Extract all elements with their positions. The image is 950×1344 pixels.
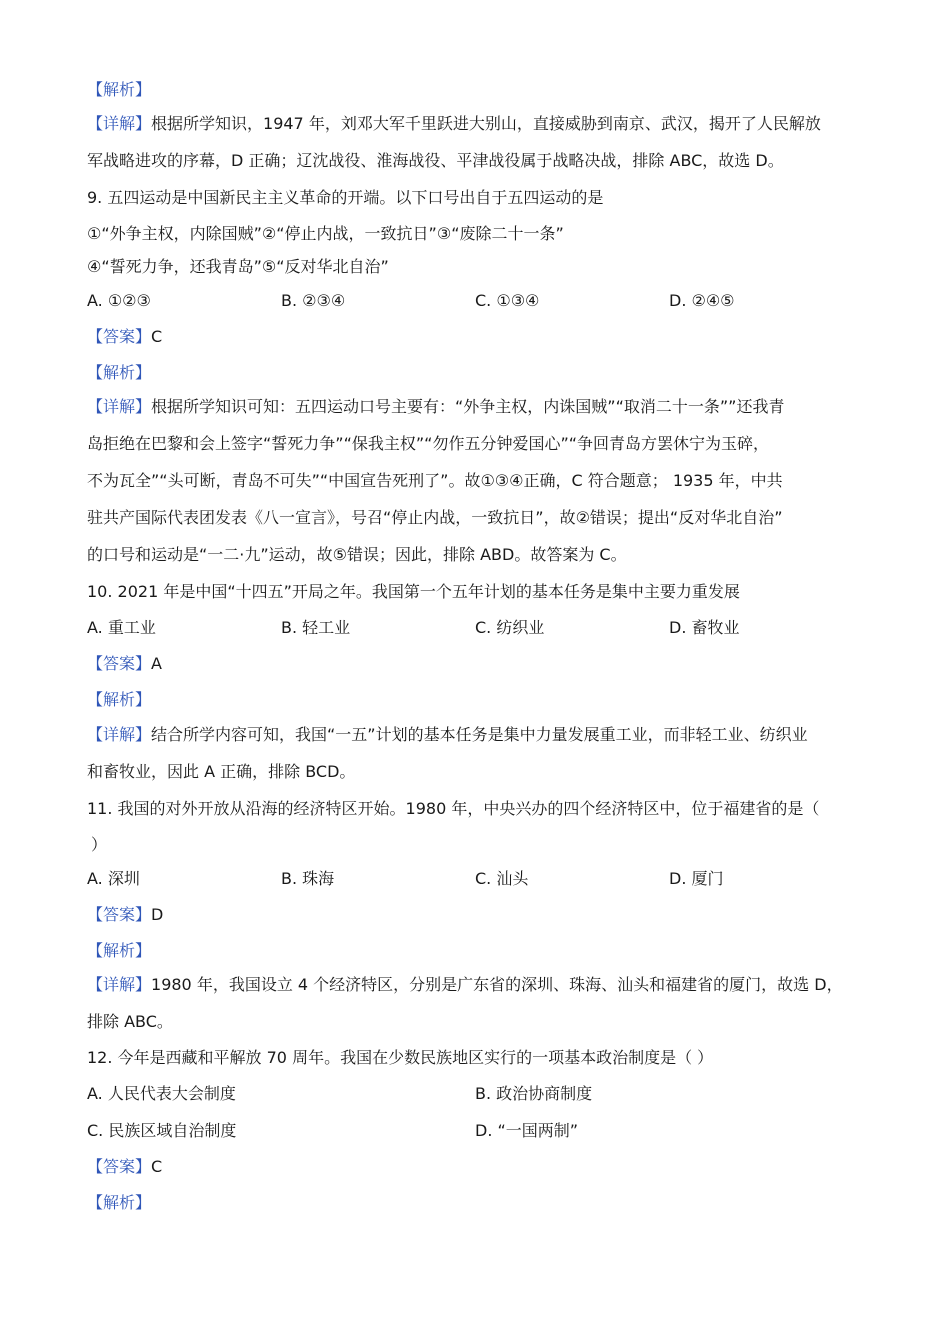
detail-label: 【详解】: [87, 975, 152, 994]
detail-text: 不为瓦全”“头可断，青岛不可失”“中国宣告死刑了”。故①③④正确，C 符合题意； 1935 年，中共: [87, 471, 783, 490]
option-d: D. 畜牧业: [669, 618, 740, 637]
detail-text: 岛拒绝在巴黎和会上签字“誓死力争”“保我主权”“勿作五分钟爱国心”“争回青岛方罢休宁为玉碎，: [87, 434, 770, 453]
question-9-items: ①“外争主权，内除国贼”②“停止内战，一致抗日”③“废除二十一条”: [87, 224, 564, 243]
option-c: C. 民族区域自治制度: [87, 1121, 237, 1140]
option-b: B. ②③④: [281, 291, 346, 310]
question-9-items: ④“誓死力争，还我青岛”⑤“反对华北自治”: [87, 257, 389, 276]
option-b: B. 政治协商制度: [475, 1084, 593, 1103]
analysis-label: 【解析】: [87, 363, 152, 382]
answer-line: [87, 326, 877, 348]
detail-paragraph-line: [87, 974, 877, 996]
option-d: D. “一国两制”: [475, 1121, 579, 1140]
detail-text: 和畜牧业，因此 A 正确，排除 BCD。: [87, 762, 356, 781]
question-11-stem: ）: [91, 835, 108, 854]
detail-text: 驻共产国际代表团发表《八一宣言》，号召“停止内战，一致抗日”，故②错误；提出“反对华北自治”: [87, 508, 783, 527]
answer-line: [87, 904, 877, 926]
option-b: B. 轻工业: [281, 618, 351, 637]
detail-label: 【详解】: [87, 725, 152, 744]
detail-text: 排除 ABC。: [87, 1012, 173, 1031]
answer-value: D: [151, 905, 164, 924]
answer-value: A: [151, 654, 162, 673]
answer-line: [87, 1156, 877, 1178]
option-a: A. 重工业: [87, 618, 156, 637]
detail-text: 结合所学内容可知，我国“一五”计划的基本任务是集中力量发展重工业，而非轻工业、纺织业: [151, 725, 808, 744]
option-c: C. 纺织业: [475, 618, 545, 637]
answer-label: 【答案】: [87, 905, 152, 924]
analysis-label: 【解析】: [87, 690, 152, 709]
option-a: A. 深圳: [87, 869, 140, 888]
analysis-label: 【解析】: [87, 1193, 152, 1212]
question-12-stem: 12. 今年是西藏和平解放 70 周年。我国在少数民族地区实行的一项基本政治制度是（ ）: [87, 1048, 714, 1067]
answer-value: C: [151, 1157, 163, 1176]
answer-label: 【答案】: [87, 654, 152, 673]
question-9-stem: 9. 五四运动是中国新民主主义革命的开端。以下口号出自于五四运动的是: [87, 188, 604, 207]
option-d: D. ②④⑤: [669, 291, 735, 310]
option-c: C. ①③④: [475, 291, 540, 310]
question-11-stem: 11. 我国的对外开放从沿海的经济特区开始。1980 年，中央兴办的四个经济特区中，位于福建省的是（: [87, 799, 820, 818]
option-d: D. 厦门: [669, 869, 724, 888]
detail-paragraph-line: [87, 396, 877, 418]
answer-label: 【答案】: [87, 1157, 152, 1176]
detail-text: 根据所学知识，1947 年，刘邓大军千里跃进大别山，直接威胁到南京、武汉，揭开了人民解放: [151, 114, 821, 133]
answer-value: C: [151, 327, 163, 346]
answer-line: [87, 653, 877, 675]
option-c: C. 汕头: [475, 869, 529, 888]
detail-text: 军战略进攻的序幕，D 正确；辽沈战役、淮海战役、平津战役属于战略决战，排除 ABC，故选 D。: [87, 151, 784, 170]
detail-label: 【详解】: [87, 114, 152, 133]
option-b: B. 珠海: [281, 869, 335, 888]
analysis-label: 【解析】: [87, 80, 152, 99]
answer-label: 【答案】: [87, 327, 152, 346]
detail-paragraph-line: [87, 724, 877, 746]
detail-text: 的口号和运动是“一二·九”运动，故⑤错误；因此，排除 ABD。故答案为 C。: [87, 545, 627, 564]
detail-text: 根据所学知识可知：五四运动口号主要有：“外争主权，内诛国贼”“取消二十一条””还我青: [151, 397, 785, 416]
question-10-stem: 10. 2021 年是中国“十四五”开局之年。我国第一个五年计划的基本任务是集中主要力重发展: [87, 582, 740, 601]
detail-label: 【详解】: [87, 397, 152, 416]
option-a: A. ①②③: [87, 291, 151, 310]
detail-text: 1980 年，我国设立 4 个经济特区，分别是广东省的深圳、珠海、汕头和福建省的厦门，故选 D，: [151, 975, 843, 994]
detail-paragraph-line: [87, 113, 877, 135]
analysis-label: 【解析】: [87, 941, 152, 960]
option-a: A. 人民代表大会制度: [87, 1084, 236, 1103]
